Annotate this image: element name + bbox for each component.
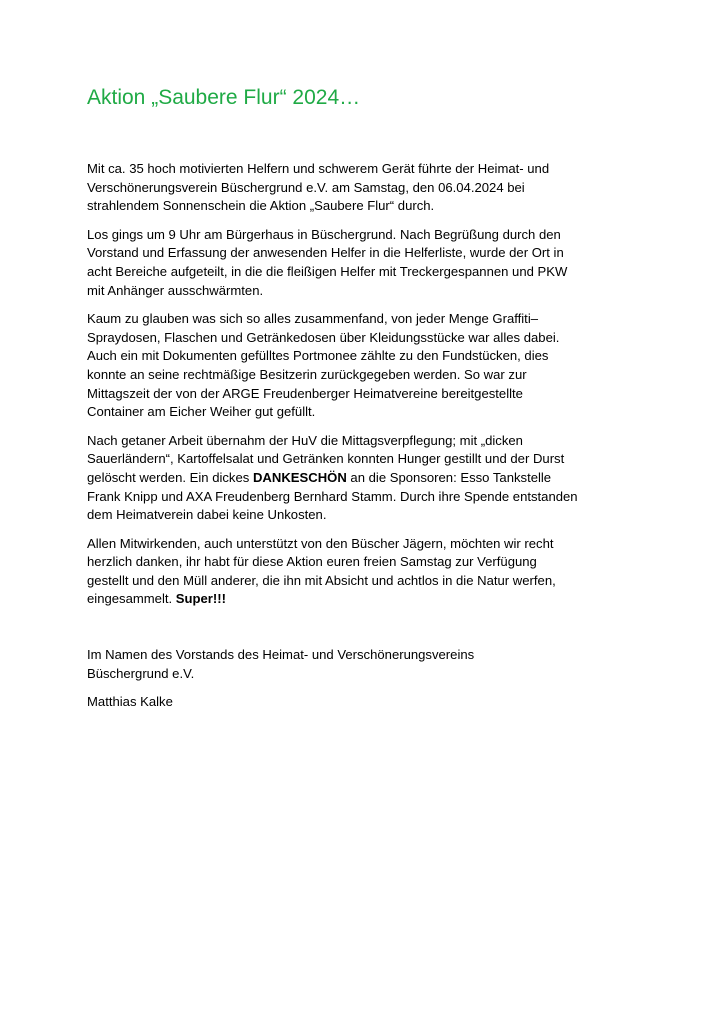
text-line: Verschönerungsverein Büschergrund e.V. am Samstag, den 06.04.2024 bei xyxy=(87,179,525,195)
text-line: Los gings um 9 Uhr am Bürgerhaus in Büschergrund. Nach Begrüßung durch den xyxy=(87,226,561,242)
spacer xyxy=(87,619,647,646)
text-line: Auch ein mit Dokumenten gefülltes Portmonee zählte zu den Fundstücken, dies xyxy=(87,348,549,364)
text-line: gestellt und den Müll anderer, die ihn mit Absicht und achtlos in die Natur werfen, xyxy=(87,572,556,588)
text-line xyxy=(87,469,647,488)
text-line: Mit ca. 35 hoch motivierten Helfern und schwerem Gerät führte der Heimat- und xyxy=(87,161,550,176)
closing-greeting xyxy=(87,646,647,683)
text-line: Büschergrund e.V. xyxy=(87,665,195,681)
page-title: Aktion „Saubere Flur“ 2024… xyxy=(87,86,361,109)
text-line: dem Heimatverein dabei keine Unkosten. xyxy=(87,507,327,523)
document-body xyxy=(87,160,647,722)
bold-thanks: DANKESCHÖN xyxy=(252,469,347,485)
text-run: eingesammelt. xyxy=(87,591,176,607)
text-line: Container am Eicher Weiher gut gefüllt. xyxy=(87,404,316,420)
text-run: gelöscht werden. Ein dickes xyxy=(87,469,253,485)
bold-super: Super!!! xyxy=(175,591,226,607)
text-line xyxy=(87,590,647,609)
paragraph-intro xyxy=(87,160,647,216)
text-line: herzlich danken, ihr habt für diese Aktion euren freien Samstag zur Verfügung xyxy=(87,554,537,570)
text-line: Frank Knipp und AXA Freudenberg Bernhard Stamm. Durch ihre Spende entstanden xyxy=(87,488,578,504)
text-line: Matthias Kalke xyxy=(87,694,173,710)
text-line: Allen Mitwirkenden, auch unterstützt von den Büscher Jägern, möchten wir recht xyxy=(87,535,554,551)
closing-block xyxy=(87,646,647,712)
text-line: konnte an seine rechtmäßige Besitzerin zurückgegeben werden. So war zur xyxy=(87,366,527,382)
text-line: Mittagszeit der von der ARGE Freudenberger Heimatvereine bereitgestellte xyxy=(87,385,523,401)
text-line: mit Anhänger ausschwärmten. xyxy=(87,282,264,298)
paragraph-findings xyxy=(87,310,647,422)
text-line: acht Bereiche aufgeteilt, in die die fleißigen Helfer mit Treckergespannen und PKW xyxy=(87,263,568,279)
text-line: strahlendem Sonnenschein die Aktion „Saubere Flur“ durch. xyxy=(87,198,435,214)
text-line: Im Namen des Vorstands des Heimat- und Verschönerungsvereins xyxy=(87,647,475,663)
signature-name xyxy=(87,693,647,712)
text-line: Spraydosen, Flaschen und Getränkedosen über Kleidungsstücke war alles dabei. xyxy=(87,329,560,345)
text-line: Sauerländern“, Kartoffelsalat und Getränken konnten Hunger gestillt und der Durst xyxy=(87,451,565,467)
paragraph-thanks xyxy=(87,535,647,609)
text-line: Nach getaner Arbeit übernahm der HuV die Mittagsverpflegung; mit „dicken xyxy=(87,432,523,448)
paragraph-start xyxy=(87,226,647,300)
text-line: Kaum zu glauben was sich so alles zusammenfand, von jeder Menge Graffiti– xyxy=(87,311,539,327)
paragraph-sponsors xyxy=(87,432,647,525)
text-line: Vorstand und Erfassung der anwesenden Helfer in die Helferliste, wurde der Ort in xyxy=(87,245,564,261)
text-run: an die Sponsoren: Esso Tankstelle xyxy=(346,469,552,485)
